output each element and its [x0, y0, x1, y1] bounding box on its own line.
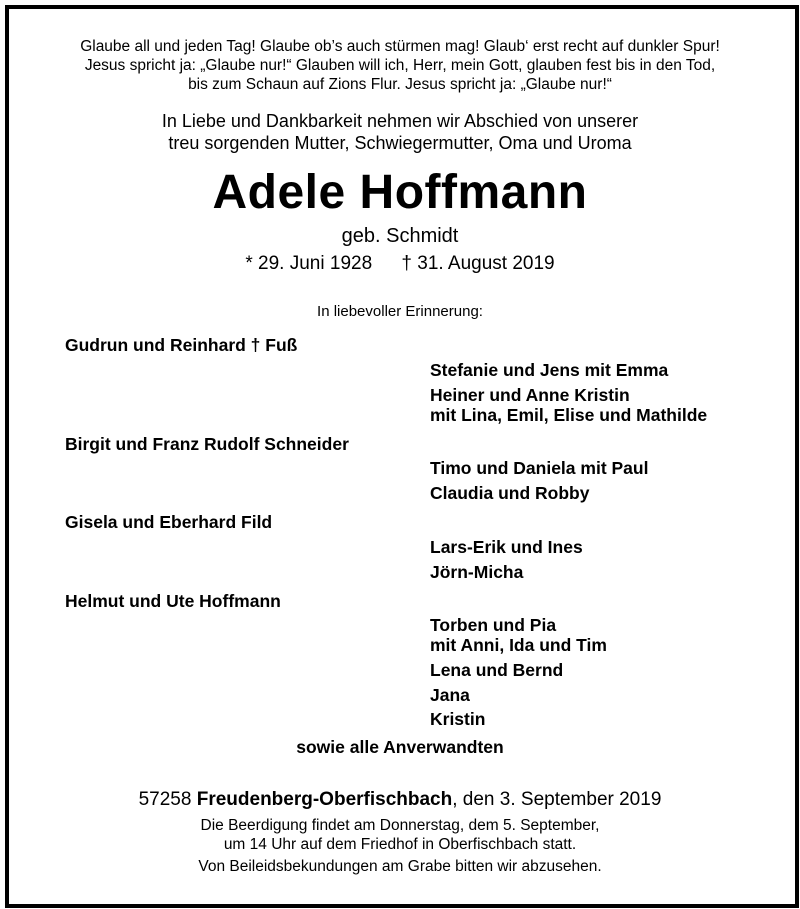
town-name: Freudenberg-Oberfischbach — [196, 789, 453, 810]
funeral-line: Die Beerdigung findet am Donnerstag, dem 5. September, — [200, 817, 600, 834]
death-date: † 31. August 2019 — [401, 253, 555, 274]
family-right-1: Stefanie und Jens mit Emma — [430, 360, 669, 380]
family-right-11: Jana — [430, 685, 470, 705]
intro-line: In Liebe und Dankbarkeit nehmen wir Abschied von unserer — [161, 111, 639, 131]
intro-line: treu sorgenden Mutter, Schwiegermutter, Oma und Uroma — [168, 133, 632, 153]
family-right-12: Kristin — [430, 709, 486, 729]
faith-verse — [0, 37, 800, 94]
verse-line: Jesus spricht ja: „Glaube nur!“ Glauben will ich, Herr, mein Gott, glauben fest bis in den Tod, — [84, 57, 716, 74]
family-right-2: Heiner und Anne Kristin — [430, 385, 630, 405]
verse-line: bis zum Schaun auf Zions Flur. Jesus spricht ja: „Glaube nur!“ — [188, 76, 612, 93]
condolences-note: Von Beileidsbekundungen am Grabe bitten wir abzusehen. — [198, 858, 602, 875]
zip-code: 57258 — [138, 789, 192, 810]
family-right-8: Torben und Pia — [430, 615, 557, 635]
verse-line: Glaube all und jeden Tag! Glaube ob’s auch stürmen mag! Glaub‘ erst recht auf dunkler Spur! — [80, 38, 720, 55]
notice-date: , den 3. September 2019 — [452, 789, 662, 810]
family-right-5: Claudia und Robby — [430, 483, 590, 503]
birth-name: geb. Schmidt — [341, 225, 459, 247]
memory-line: In liebevoller Erinnerung: — [317, 303, 483, 320]
family-right-9: mit Anni, Ida und Tim — [430, 635, 607, 655]
place-date-line — [0, 788, 800, 812]
family-right-7: Jörn-Micha — [430, 562, 524, 582]
family-right-6: Lars-Erik und Ines — [430, 537, 583, 557]
birth-date: * 29. Juni 1928 — [245, 253, 373, 274]
life-dates — [0, 252, 800, 276]
family-right-3: mit Lina, Emil, Elise und Mathilde — [430, 405, 708, 425]
funeral-info — [0, 816, 800, 854]
family-right-10: Lena und Bernd — [430, 660, 564, 680]
family-left-4: Helmut und Ute Hoffmann — [65, 591, 281, 611]
deceased-name: Adele Hoffmann — [212, 166, 588, 219]
family-left-2: Birgit und Franz Rudolf Schneider — [65, 434, 349, 454]
funeral-line: um 14 Uhr auf dem Friedhof in Oberfischbach statt. — [223, 836, 577, 853]
farewell-intro — [0, 110, 800, 154]
family-left-1: Gudrun und Reinhard † Fuß — [65, 335, 298, 355]
family-right-4: Timo und Daniela mit Paul — [430, 458, 649, 478]
relatives-line: sowie alle Anverwandten — [296, 737, 504, 757]
family-left-3: Gisela und Eberhard Fild — [65, 512, 273, 532]
